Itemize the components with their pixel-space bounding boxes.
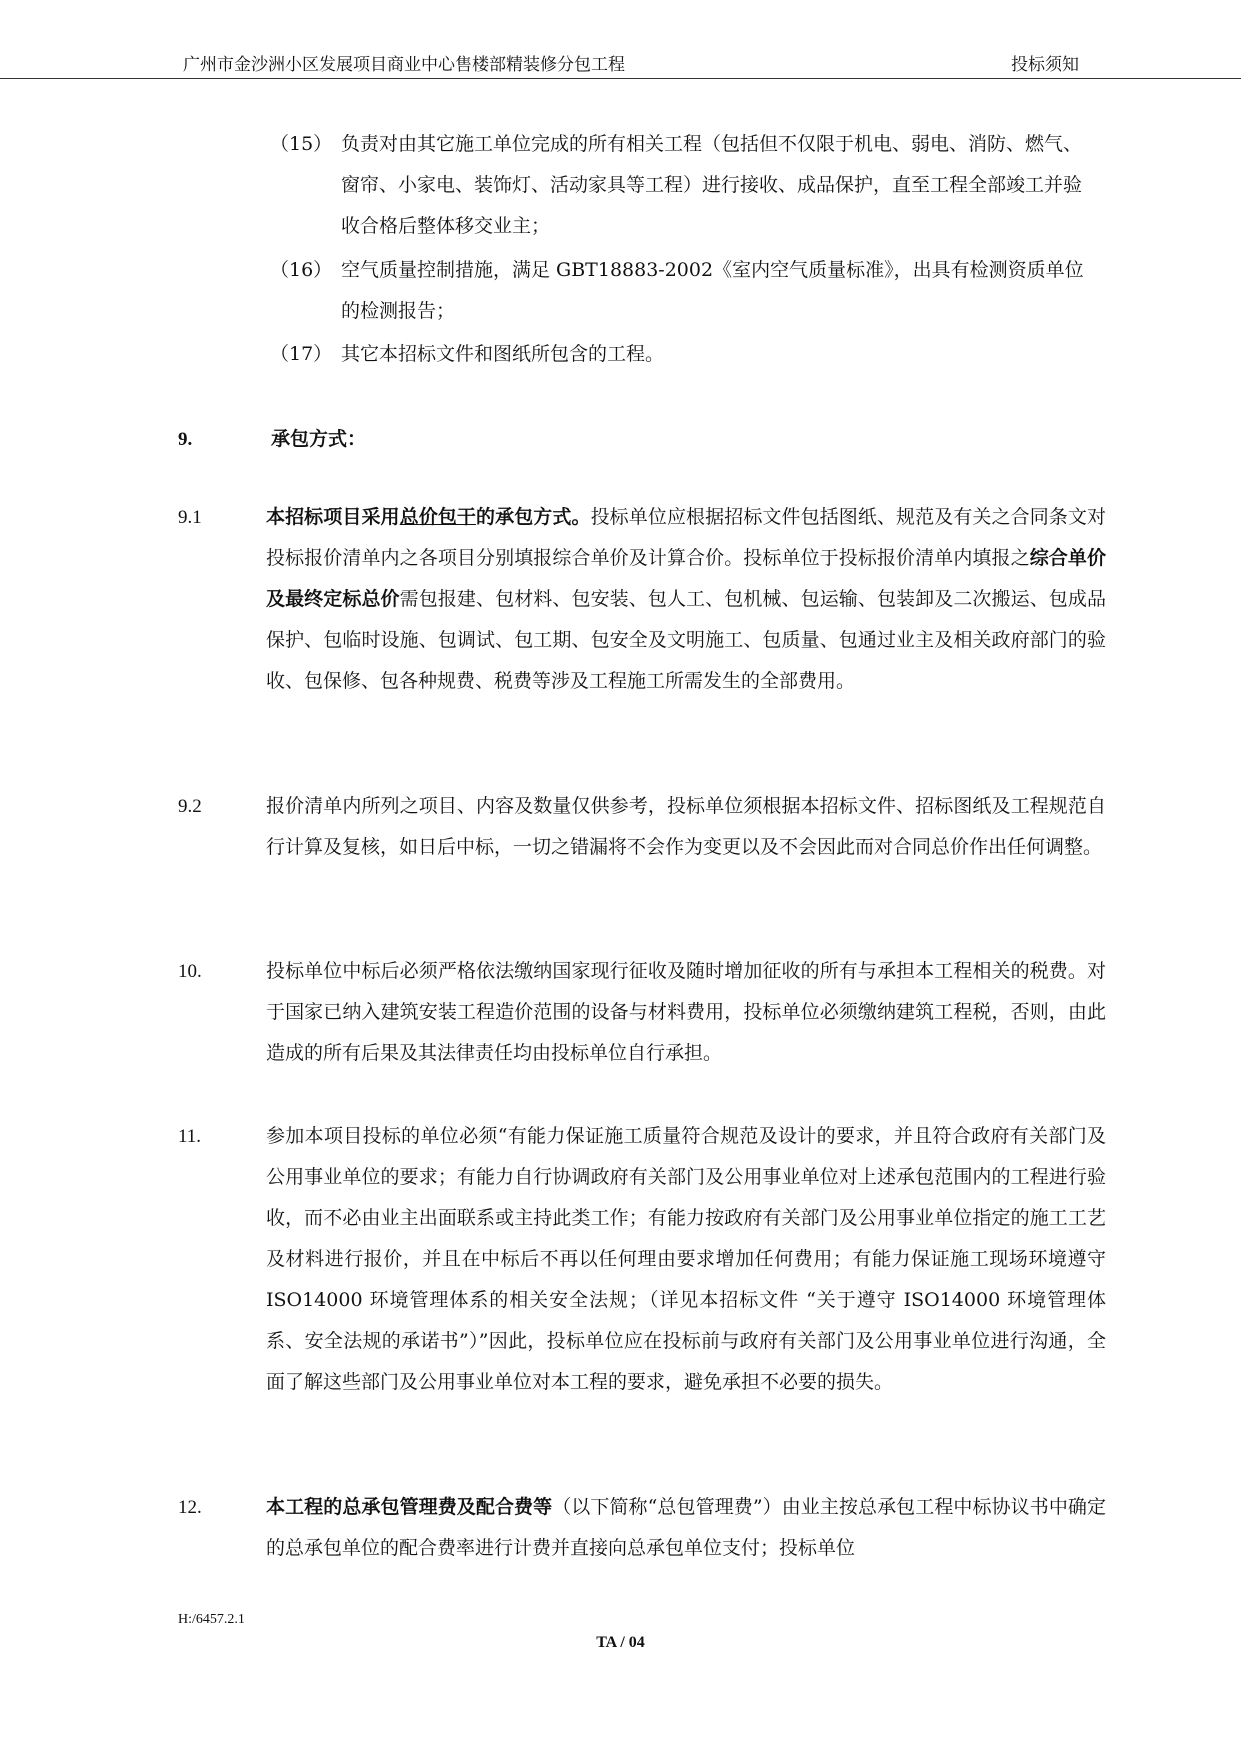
clause-text: 参加本项目投标的单位必须“有能力保证施工质量符合规范及设计的要求，并且符合政府有关部门及公用事业单位的要求；有能力自行协调政府有关部门及公用事业单位对上述承包范围内的工程进行验收，而不必由业主出面联系或主持此类工作；有能力按政府有关部门及公用事业单位指定的施工工艺及材料进行报价，并且在中标后不再以任何理由要求增加任何费用；有能力保证施工现场环境遵守 ISO14000 环境管理体系的相关安全法规；（详见本招标文件 “关于遵守 ISO14000 环境管理体系、安全法规的承诺书”）”因此，投标单位应在投标前与政府有关部门及公用事业单位进行沟通，全面了解这些部门及公用事业单位对本工程的要求，避免承担不必要的损失。	[266, 1125, 1106, 1393]
clause-text	[266, 1487, 1106, 1569]
bold-text: 综合单价及最终定标总价	[266, 547, 1106, 610]
clause-9-1	[178, 497, 1106, 702]
clause-text	[266, 497, 1106, 702]
clause-10	[178, 951, 1106, 1074]
list-item-label: （16）	[270, 259, 333, 281]
clause-text: 报价清单内所列之项目、内容及数量仅供参考，投标单位须根据本招标文件、招标图纸及工程规范自行计算及复核，如日后中标，一切之错漏将不会作为变更以及不会因此而对合同总价作出任何调整。	[266, 795, 1106, 858]
page-number: TA / 04	[596, 1634, 645, 1651]
clause-text-part: 需包报建、包材料、包安装、包人工、包机械、包运输、包装卸及二次搬运、包成品保护、包临时设施、包调试、包工期、包安全及文明施工、包质量、包通过业主及相关政府部门的验收、包保修、包各种规费、税费等涉及工程施工所需发生的全部费用。	[266, 588, 1106, 692]
clause-number: 12.	[178, 1497, 202, 1518]
bold-text: 本招标项目采用	[266, 506, 400, 528]
list-item-text: 其它本招标文件和图纸所包含的工程。	[341, 343, 665, 365]
list-item	[270, 250, 1098, 332]
bold-text: 的承包方式。	[476, 506, 591, 528]
list-item-label: （17）	[270, 343, 333, 365]
list-item	[270, 124, 1098, 247]
clause-text-part: （以下简称“总包管理费”）由业主按总承包工程中标协议书中确定的总承包单位的配合费率进行计费并直接向总承包单位支付；投标单位	[266, 1496, 1106, 1559]
section-number: 9.	[178, 429, 193, 450]
document-header-title: 广州市金沙洲小区发展项目商业中心售楼部精装修分包工程	[183, 55, 625, 75]
header-divider	[0, 78, 1241, 79]
clause-12	[178, 1487, 1106, 1569]
clause-text-part: 投标单位应根据招标文件包括图纸、规范及有关之合同条文对投标报价清单内之各项目分别填报综合单价及计算合价。投标单位于投标报价清单内填报之	[266, 506, 1106, 569]
list-item-text: 空气质量控制措施，满足 GBT18883-2002《室内空气质量标准》，出具有检测资质单位的检测报告；	[341, 259, 1084, 322]
clause-number: 11.	[178, 1126, 202, 1147]
list-item-label: （15）	[270, 133, 333, 155]
section-title: 承包方式：	[271, 428, 367, 450]
list-item-text: 负责对由其它施工单位完成的所有相关工程（包括但不仅限于机电、弱电、消防、燃气、窗帘、小家电、装饰灯、活动家具等工程）进行接收、成品保护，直至工程全部竣工并验收合格后整体移交业主；	[341, 133, 1083, 237]
clause-number: 9.2	[178, 796, 202, 817]
bold-text: 本工程的总承包管理费及配合费等	[266, 1496, 553, 1518]
clause-number: 9.1	[178, 507, 202, 528]
document-code: H:/6457.2.1	[178, 1612, 245, 1627]
clause-11	[178, 1116, 1106, 1403]
document-section-name: 投标须知	[1011, 55, 1079, 75]
clause-number: 10.	[178, 961, 202, 982]
list-item	[270, 334, 1098, 375]
bold-underlined-text: 总价包干	[399, 506, 477, 528]
clause-text: 投标单位中标后必须严格依法缴纳国家现行征收及随时增加征收的所有与承担本工程相关的税费。对于国家已纳入建筑安装工程造价范围的设备与材料费用，投标单位必须缴纳建筑工程税，否则，由此造成的所有后果及其法律责任均由投标单位自行承担。	[266, 960, 1106, 1064]
clause-9-2	[178, 786, 1106, 868]
